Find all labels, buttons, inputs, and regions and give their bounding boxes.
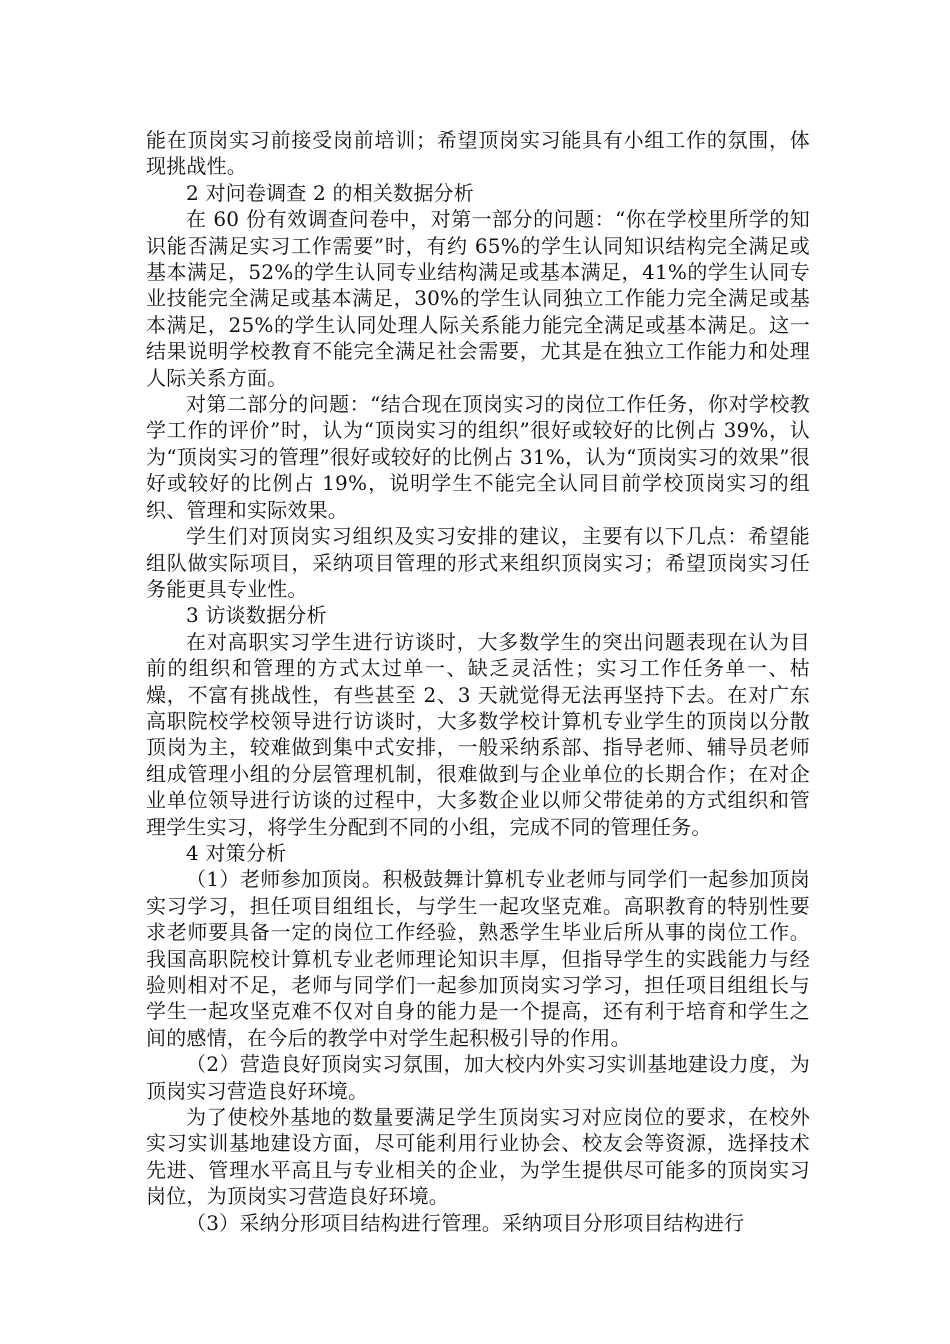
paragraph-measure-1: （1）老师参加顶岗。积极鼓舞计算机专业老师与同学们一起参加顶岗实习学习，担任项目组组长，与学生一起攻坚克难。高职教育的特别性要求老师要具备一定的岗位工作经验，熟悉学生毕业后所从事的岗位工作。我国高职院校计算机专业老师理论知识丰厚，但指导学生的实践能力与经验则相对不足，老师与同学们一起参加顶岗实习学习，担任项目组组长与学生一起攻坚克难不仅对自身的能力是一个提高，还有利于培育和学生之间的感情，在今后的教学中对学生起积极引导的作用。 bbox=[146, 867, 810, 1050]
paragraph-student-suggestions: 学生们对顶岗实习组织及实习安排的建议，主要有以下几点：希望能组队做实际项目，采纳项目管理的形式来组织顶岗实习；希望顶岗实习任务能更具专业性。 bbox=[146, 524, 810, 601]
document-page bbox=[146, 127, 810, 1236]
paragraph-interview-analysis: 在对高职实习学生进行访谈时，大多数学生的突出问题表现在认为目前的组织和管理的方式太过单一、缺乏灵活性；实习工作任务单一、枯燥，不富有挑战性，有些甚至 2、3 天就觉得无法再坚持下去。在对广东高职院校学校领导进行访谈时，大多数学校计算机专业学生的顶岗以分散顶岗为主，较难做到集中式安排，一般采纳系部、指导老师、辅导员老师组成管理小组的分层管理机制，很难做到与企业单位的长期合作；在对企业单位领导进行访谈的过程中，大多数企业以师父带徒弟的方式组织和管理学生实习，将学生分配到不同的小组，完成不同的管理任务。 bbox=[146, 629, 810, 839]
paragraph-survey-part1: 在 60 份有效调查问卷中，对第一部分的问题：“你在学校里所学的知识能否满足实习工作需要”时，有约 65%的学生认同知识结构完全满足或基本满足，52%的学生认同专业结构满足或基本满足，41%的学生认同专业技能完全满足或基本满足，30%的学生认同独立工作能力完全满足或基本满足，25%的学生认同处理人际关系能力能完全满足或基本满足。这一结果说明学校教育不能完全满足社会需要，尤其是在独立工作能力和处理人际关系方面。 bbox=[146, 207, 810, 390]
section-heading-3: 3 访谈数据分析 bbox=[186, 603, 327, 628]
paragraph-base-construction: 为了使校外基地的数量要满足学生顶岗实习对应岗位的要求，在校外实习实训基地建设方面，尽可能利用行业协会、校友会等资源，选择技术先进、管理水平高且与专业相关的企业，为学生提供尽可能多的顶岗实习岗位，为顶岗实习营造良好环境。 bbox=[146, 1105, 810, 1209]
paragraph-continuation: 能在顶岗实习前接受岗前培训；希望顶岗实习能具有小组工作的氛围，体现挑战性。 bbox=[146, 128, 810, 179]
section-heading-2: 2 对问卷调查 2 的相关数据分析 bbox=[186, 180, 474, 205]
paragraph-measure-3: （3）采纳分形项目结构进行管理。采纳项目分形项目结构进行 bbox=[186, 1210, 745, 1235]
section-heading-4: 4 对策分析 bbox=[186, 840, 287, 865]
paragraph-measure-2: （2）营造良好顶岗实习氛围，加大校内外实习实训基地建设力度，为顶岗实习营造良好环境。 bbox=[146, 1052, 810, 1103]
paragraph-survey-part2: 对第二部分的问题：“结合现在顶岗实习的岗位工作任务，你对学校教学工作的评价”时，认为“顶岗实习的组织”很好或较好的比例占 39%，认为“顶岗实习的管理”很好或较好的比例占 31%，认为“顶岗实习的效果”很好或较好的比例占 19%，说明学生不能完全认同目前学校顶岗实习的组织、管理和实际效果。 bbox=[146, 392, 810, 522]
